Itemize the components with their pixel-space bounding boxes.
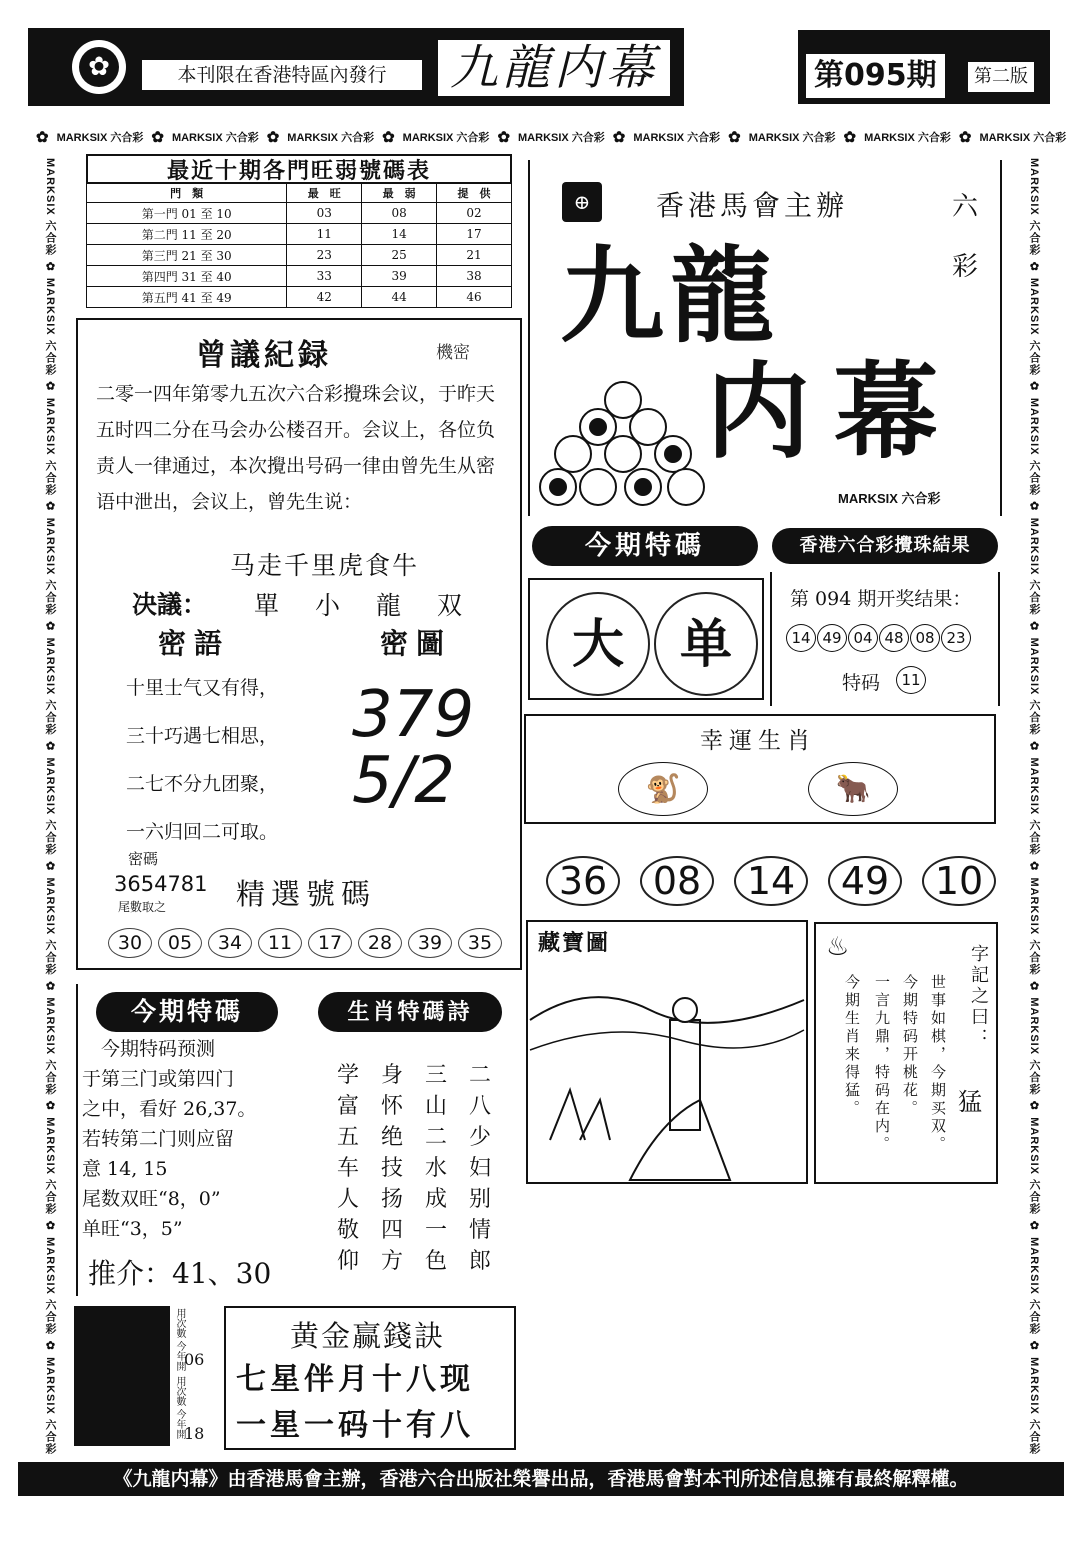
table-cell: 17 xyxy=(437,224,512,245)
number-ball: 39 xyxy=(408,928,452,958)
marksix-strip-left: MARKSIX 六合彩 ✿ MARKSIX 六合彩 ✿ MARKSIX 六合彩 ✿ MARKSIX 六合彩 ✿ MARKSIX 六合彩 ✿ MARKSIX 六合彩 ✿ MARKSIX 六合彩 ✿ MARKSIX 六合彩 ✿ MARKSIX 六合彩 ✿ MARKSIX 六合彩 ✿ MARKSIX 六合彩 xyxy=(44,158,56,1455)
table-cell: 14 xyxy=(362,224,437,245)
issue-number: 第095期 xyxy=(806,54,945,98)
poem-char: 二 xyxy=(468,1063,491,1088)
featured-ball: 10 xyxy=(922,856,996,906)
stat-value: 18 xyxy=(184,1424,205,1443)
poem-char: 敬 xyxy=(336,1218,359,1243)
table-cell: 38 xyxy=(437,266,512,287)
table-cell: 03 xyxy=(287,203,362,224)
banner-liu: 六 xyxy=(952,192,979,222)
riddle-line: 马走千里虎食牛 xyxy=(230,551,420,580)
table-cell: 21 xyxy=(437,245,512,266)
table-cell: 39 xyxy=(362,266,437,287)
marksix-strip-top: ✿ MARKSIX 六合彩 ✿ MARKSIX 六合彩 ✿ MARKSIX 六合彩 ✿ MARKSIX 六合彩 ✿ MARKSIX 六合彩 ✿ MARKSIX 六合彩 ✿ MARKSIX 六合彩 ✿ MARKSIX 六合彩 ✿ MARKSIX 六合彩 xyxy=(36,129,1067,146)
special-code-heading: 今期特碼 xyxy=(532,526,758,566)
table-cell: 46 xyxy=(437,287,512,308)
number-ball: 17 xyxy=(308,928,352,958)
table-cell: 25 xyxy=(362,245,437,266)
selected-numbers xyxy=(108,928,502,958)
redacted-block xyxy=(74,1306,170,1446)
poem-char: 一 xyxy=(424,1218,447,1243)
prediction-line: 意 14, 15 xyxy=(82,1158,168,1180)
odd-circle: 单 xyxy=(654,592,758,696)
handwritten-line: 5/2 xyxy=(352,744,455,818)
footer-disclaimer: 《九龍内幕》由香港馬會主辦，香港六合出版社榮譽出品，香港馬會對本刊所述信息擁有最終解釋權。 xyxy=(18,1462,1064,1496)
poem-line: 一六归回二可取。 xyxy=(126,821,279,843)
secret-poem xyxy=(126,664,278,856)
featured-ball: 08 xyxy=(640,856,714,906)
featured-ball: 49 xyxy=(828,856,902,906)
special-number-ball: 11 xyxy=(896,666,926,694)
poem-char: 少 xyxy=(468,1125,491,1150)
number-ball: 28 xyxy=(358,928,402,958)
prediction-line: 之中，看好 26,37。 xyxy=(82,1098,257,1120)
draw-result-numbers xyxy=(786,624,971,652)
code-note: 尾數取之 xyxy=(118,900,167,914)
result-ball: 49 xyxy=(817,624,847,652)
masthead-title: 九龍内幕 xyxy=(438,40,670,96)
table-row xyxy=(87,224,512,245)
table-header: 門 類 xyxy=(87,184,287,203)
table-cell: 08 xyxy=(362,203,437,224)
marksix-signature: MARKSIX 六合彩 xyxy=(838,491,941,506)
rank-table xyxy=(86,183,512,308)
poem-char: 二 xyxy=(424,1125,447,1150)
big-circle: 大 xyxy=(546,592,650,696)
featured-ball: 14 xyxy=(734,856,808,906)
poem-char: 人 xyxy=(336,1187,359,1212)
monkey-icon: 🐒 xyxy=(618,762,708,816)
golden-formula-line: 一星一码十有八 xyxy=(236,1408,474,1443)
marksix-strip-right: MARKSIX 六合彩 ✿ MARKSIX 六合彩 ✿ MARKSIX 六合彩 ✿ MARKSIX 六合彩 ✿ MARKSIX 六合彩 ✿ MARKSIX 六合彩 ✿ MARKSIX 六合彩 ✿ MARKSIX 六合彩 ✿ MARKSIX 六合彩 ✿ MARKSIX 六合彩 ✿ MARKSIX 六合彩 xyxy=(1028,158,1040,1455)
table-cell: 23 xyxy=(287,245,362,266)
poem-char: 四 xyxy=(380,1218,403,1243)
draw-result-heading: 香港六合彩攪珠結果 xyxy=(772,528,998,564)
lottery-balls-illustration xyxy=(538,372,708,512)
poem-char: 方 xyxy=(380,1249,403,1274)
poem-char: 八 xyxy=(468,1094,491,1119)
ox-icon: 🐂 xyxy=(808,762,898,816)
number-ball: 30 xyxy=(108,928,152,958)
prediction-line: 尾数双旺“8，0” xyxy=(82,1188,221,1210)
banner-title-line1: 九龍 xyxy=(560,234,781,357)
zodiac-poem-heading: 生肖特碼詩 xyxy=(318,992,502,1032)
riddle-answer: 猛 xyxy=(958,1088,982,1116)
poem-char: 色 xyxy=(424,1249,447,1274)
poem-char: 别 xyxy=(468,1187,491,1212)
jockey-club-logo-icon: ⊕ xyxy=(562,182,602,222)
draw-result-title: 第 094 期开奖结果： xyxy=(790,588,972,610)
secret-map-label: 密圖 xyxy=(380,627,453,660)
poem-char: 三 xyxy=(424,1063,447,1088)
code-number: 3654781 xyxy=(114,872,208,896)
golden-formula-title: 黄金赢錢訣 xyxy=(290,1319,446,1353)
rank-table-title: 最近十期各門旺弱號碼表 xyxy=(86,154,512,184)
banner-cai: 彩 xyxy=(952,252,979,282)
selected-numbers-label: 精選號碼 xyxy=(236,877,377,911)
riddle-column: 今期特码开桃花。 xyxy=(901,974,919,1118)
riddle-title: 字記之曰： xyxy=(968,944,989,1049)
poem-line: 二七不分九团聚， xyxy=(126,773,279,795)
number-ball: 34 xyxy=(208,928,252,958)
stat-label: 用次數 今年開 xyxy=(174,1308,185,1372)
poem-char: 情 xyxy=(468,1218,491,1243)
minutes-title: 曾議紀録 xyxy=(196,338,332,373)
poem-line: 三十巧遇七相思， xyxy=(126,725,279,747)
poem-char: 绝 xyxy=(380,1125,403,1150)
organizer-text: 香港馬會主辦 xyxy=(656,189,849,222)
table-cell: 44 xyxy=(362,287,437,308)
table-row xyxy=(87,287,512,308)
prediction-line: 今期特码预测 xyxy=(82,1038,216,1060)
resolution-label: 决議： xyxy=(132,590,208,619)
prediction-line: 于第三门或第四门 xyxy=(82,1068,235,1090)
banner-title-line2: 内幕 xyxy=(706,350,963,473)
number-ball: 05 xyxy=(158,928,202,958)
table-cell: 11 xyxy=(287,224,362,245)
table-header: 最 弱 xyxy=(362,184,437,203)
table-cell: 02 xyxy=(437,203,512,224)
treasure-map-label: 藏寶圖 xyxy=(538,930,611,956)
table-cell: 第三門 21 至 30 xyxy=(87,245,287,266)
secret-words-label: 密語 xyxy=(158,627,231,660)
featured-ball: 36 xyxy=(546,856,620,906)
result-ball: 23 xyxy=(941,624,971,652)
poem-char: 成 xyxy=(424,1187,447,1212)
riddle-column: 一言九鼎，特码在内。 xyxy=(873,974,891,1154)
special-number-label: 特码 xyxy=(842,672,881,694)
poem-char: 扬 xyxy=(380,1187,403,1212)
bowl-icon: ♨ xyxy=(826,932,850,962)
poem-char: 山 xyxy=(424,1094,447,1119)
golden-formula-line: 七星伴月十八现 xyxy=(236,1362,474,1397)
poem-line: 十里士气又有得， xyxy=(126,677,279,699)
poem-char: 郎 xyxy=(468,1249,491,1274)
zodiac-poem-grid xyxy=(326,1062,502,1276)
table-cell: 33 xyxy=(287,266,362,287)
poem-char: 技 xyxy=(380,1156,403,1181)
number-ball: 35 xyxy=(458,928,502,958)
featured-numbers xyxy=(546,856,996,906)
bauhinia-icon: ✿ xyxy=(79,47,119,87)
poem-char: 怀 xyxy=(380,1094,403,1119)
minutes-tag: 機密 xyxy=(436,343,470,363)
table-row xyxy=(87,266,512,287)
hk-emblem-icon xyxy=(72,40,126,94)
riddle-column: 今期生肖来得猛。 xyxy=(843,974,861,1118)
prediction-text xyxy=(82,1034,292,1244)
number-ball: 11 xyxy=(258,928,302,958)
table-cell: 第四門 31 至 40 xyxy=(87,266,287,287)
poem-char: 学 xyxy=(336,1063,359,1088)
result-ball: 48 xyxy=(879,624,909,652)
lucky-zodiac-label: 幸運生肖 xyxy=(700,728,816,754)
table-cell: 第一門 01 至 10 xyxy=(87,203,287,224)
table-cell: 第五門 41 至 49 xyxy=(87,287,287,308)
stat-label: 用次數 今年開 xyxy=(174,1376,185,1440)
minutes-body: 二零一四年第零九五次六合彩攪珠会议，于昨天五时四二分在马会办公楼召开。会议上，各位负责人一律通过，本次攪出号码一律由曾先生从密语中泄出，会议上，曾先生说： xyxy=(96,383,496,513)
table-row xyxy=(87,203,512,224)
resolution-value: 單小龍双 xyxy=(254,591,499,620)
prediction-heading: 今期特碼 xyxy=(96,992,278,1032)
table-cell: 42 xyxy=(287,287,362,308)
handwritten-line: 379 xyxy=(352,678,475,752)
edition-label: 第二版 xyxy=(968,62,1034,92)
poem-char: 仰 xyxy=(336,1249,359,1274)
prediction-line: 若转第二门则应留 xyxy=(82,1128,235,1150)
recommendation: 推介：41、30 xyxy=(88,1257,272,1290)
riddle-column: 世事如棋，今期买双。 xyxy=(929,974,947,1154)
stat-value: 06 xyxy=(184,1350,205,1369)
poem-char: 富 xyxy=(336,1094,359,1119)
poem-char: 身 xyxy=(380,1063,403,1088)
table-cell: 第二門 11 至 20 xyxy=(87,224,287,245)
poem-char: 车 xyxy=(336,1156,359,1181)
handwritten-numbers xyxy=(352,678,475,818)
prediction-line: 单旺“3，5” xyxy=(82,1218,183,1240)
result-ball: 14 xyxy=(786,624,816,652)
distribution-notice: 本刊限在香港特區內發行 xyxy=(142,60,422,90)
result-ball: 04 xyxy=(848,624,878,652)
treasure-illustration xyxy=(530,960,804,1180)
table-header-row xyxy=(87,184,512,203)
table-header: 提 供 xyxy=(437,184,512,203)
poem-char: 水 xyxy=(424,1156,447,1181)
poem-char: 五 xyxy=(336,1125,359,1150)
table-row xyxy=(87,245,512,266)
result-ball: 08 xyxy=(910,624,940,652)
code-label: 密碼 xyxy=(128,850,159,868)
table-header: 最 旺 xyxy=(287,184,362,203)
poem-char: 妇 xyxy=(468,1156,491,1181)
